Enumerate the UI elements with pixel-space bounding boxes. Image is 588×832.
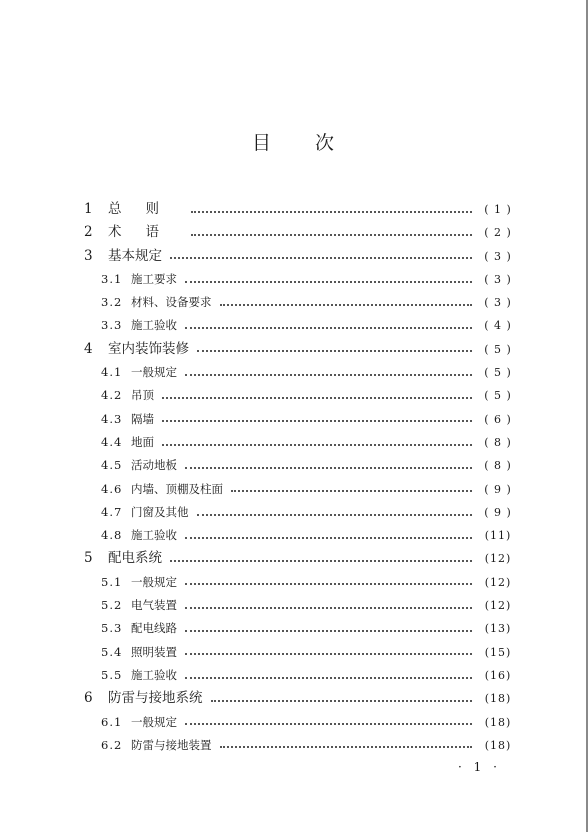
- toc-entry-title: 施工验收: [131, 528, 177, 543]
- toc-entry-page: ( 8 ): [484, 459, 512, 473]
- toc-section-row[interactable]: [84, 454, 516, 477]
- toc-entry-page: ( 5 ): [484, 366, 512, 380]
- toc-dot-leader: [231, 489, 472, 492]
- toc-entry-number: 5.4: [101, 644, 123, 659]
- toc-dot-leader: [185, 373, 472, 376]
- toc-entry-page: (18): [484, 692, 512, 706]
- toc-section-row[interactable]: [84, 361, 516, 384]
- toc-entry-title: 施工验收: [131, 667, 177, 682]
- toc-entry-title: 材料、设备要求: [131, 295, 212, 310]
- toc-entry-page: (13): [484, 622, 512, 636]
- toc-entry-number: 4.6: [101, 481, 123, 496]
- toc-dot-leader: [162, 443, 472, 446]
- toc-dot-leader: [185, 280, 472, 283]
- toc-entry-title: 防雷与接地系统: [108, 690, 203, 707]
- toc-dot-leader: [162, 396, 472, 399]
- toc-section-row[interactable]: [84, 431, 516, 454]
- toc-dot-leader: [185, 652, 472, 655]
- toc-entry-title: 照明装置: [131, 644, 177, 659]
- toc-entry-title: 门窗及其他: [131, 504, 189, 519]
- toc-entry-page: ( 6 ): [484, 412, 512, 426]
- toc-entry-page: ( 3 ): [484, 249, 512, 263]
- toc-entry-title: 室内装饰装修: [108, 340, 189, 357]
- toc-entry-number: 2: [84, 224, 93, 241]
- toc-entry-title: 一般规定: [131, 365, 177, 380]
- toc-entry-title: 施工验收: [131, 318, 177, 333]
- toc-entry-number: 3.1: [101, 271, 123, 286]
- toc-section-row[interactable]: [84, 501, 516, 524]
- toc-entry-title: 防雷与接地装置: [131, 737, 212, 752]
- toc-section-row[interactable]: [84, 617, 516, 640]
- toc-entry-number: 5.3: [101, 621, 123, 636]
- toc-entry-number: 5.2: [101, 598, 123, 613]
- toc-dot-leader: [211, 699, 473, 702]
- toc-entry-number: 3: [84, 247, 93, 264]
- toc-dot-leader: [185, 466, 472, 469]
- toc-dot-leader: [185, 606, 472, 609]
- toc-entry-page: ( 3 ): [484, 272, 512, 286]
- toc-entry-number: 6.2: [101, 737, 123, 752]
- toc-dot-leader: [220, 745, 473, 748]
- table-of-contents: [84, 198, 516, 757]
- toc-entry-number: 4: [84, 340, 93, 357]
- toc-dot-leader: [220, 303, 473, 306]
- toc-section-row[interactable]: [84, 524, 516, 547]
- toc-dot-leader: [170, 256, 472, 259]
- toc-entry-title: 施工要求: [131, 271, 177, 286]
- toc-entry-number: 5: [84, 550, 93, 567]
- toc-entry-number: 4.1: [101, 365, 123, 380]
- toc-entry-title: 吊顶: [131, 388, 154, 403]
- toc-entry-number: 4.2: [101, 388, 123, 403]
- toc-dot-leader: [162, 419, 472, 422]
- toc-entry-title: 配电线路: [131, 621, 177, 636]
- toc-section-row[interactable]: [84, 384, 516, 407]
- toc-dot-leader: [197, 513, 473, 516]
- toc-chapter-row[interactable]: [84, 198, 516, 221]
- toc-dot-leader: [185, 676, 472, 679]
- toc-entry-page: ( 1 ): [484, 203, 512, 216]
- toc-entry-page: ( 4 ): [484, 319, 512, 333]
- toc-dot-leader: [170, 559, 472, 562]
- toc-entry-number: 4.7: [101, 504, 123, 519]
- toc-entry-page: (18): [484, 738, 512, 752]
- toc-entry-number: 4.4: [101, 434, 123, 449]
- toc-entry-title: 内墙、顶棚及柱面: [131, 481, 223, 496]
- toc-entry-title: 一般规定: [131, 574, 177, 589]
- toc-entry-number: 5.1: [101, 574, 123, 589]
- toc-section-row[interactable]: [84, 594, 516, 617]
- toc-chapter-row[interactable]: [84, 245, 516, 268]
- toc-entry-number: 5.5: [101, 667, 123, 682]
- toc-section-row[interactable]: [84, 711, 516, 734]
- toc-entry-page: (12): [484, 599, 512, 613]
- page-title: 目次: [251, 132, 378, 154]
- toc-entry-number: 6.1: [101, 714, 123, 729]
- toc-chapter-row[interactable]: [84, 547, 516, 570]
- page-number: · 1 ·: [458, 760, 501, 774]
- toc-dot-leader: [185, 326, 472, 329]
- toc-entry-number: 4.3: [101, 411, 123, 426]
- toc-entry-page: ( 8 ): [484, 435, 512, 449]
- toc-entry-page: (11): [484, 529, 512, 543]
- toc-entry-page: ( 2 ): [484, 226, 512, 240]
- toc-entry-number: 1: [84, 201, 93, 217]
- toc-chapter-row[interactable]: [84, 221, 516, 244]
- toc-dot-leader: [191, 233, 472, 236]
- toc-entry-page: (12): [484, 575, 512, 589]
- toc-entry-page: ( 9 ): [484, 505, 512, 519]
- toc-entry-page: ( 3 ): [484, 296, 512, 310]
- toc-entry-title: 术语: [108, 224, 183, 241]
- toc-entry-title: 电气装置: [131, 598, 177, 613]
- toc-section-row[interactable]: [84, 478, 516, 501]
- toc-section-row[interactable]: [84, 291, 516, 314]
- toc-entry-page: ( 5 ): [484, 389, 512, 403]
- toc-dot-leader: [197, 349, 472, 352]
- toc-chapter-row[interactable]: [84, 338, 516, 361]
- toc-entry-title: 一般规定: [131, 714, 177, 729]
- toc-dot-leader: [185, 536, 472, 539]
- toc-entry-number: 4.8: [101, 528, 123, 543]
- toc-dot-leader: [185, 582, 472, 585]
- toc-entry-title: 基本规定: [108, 247, 162, 264]
- toc-entry-page: (15): [484, 645, 512, 659]
- toc-section-row[interactable]: [84, 571, 516, 594]
- toc-entry-page: (18): [484, 715, 512, 729]
- toc-chapter-row[interactable]: [84, 687, 516, 710]
- toc-section-row[interactable]: [84, 641, 516, 664]
- toc-section-row[interactable]: [84, 408, 516, 431]
- toc-entry-title: 总则: [108, 201, 183, 217]
- toc-entry-number: 6: [84, 690, 93, 707]
- toc-section-row[interactable]: [84, 734, 516, 757]
- toc-section-row[interactable]: [84, 268, 516, 291]
- toc-entry-title: 隔墙: [131, 411, 154, 426]
- toc-entry-number: 3.2: [101, 295, 123, 310]
- toc-section-row[interactable]: [84, 664, 516, 687]
- toc-entry-number: 4.5: [101, 458, 123, 473]
- toc-dot-leader: [185, 629, 472, 632]
- toc-dot-leader: [185, 722, 472, 725]
- toc-entry-page: (12): [484, 552, 512, 566]
- toc-entry-title: 地面: [131, 434, 154, 449]
- toc-entry-number: 3.3: [101, 318, 123, 333]
- toc-entry-title: 活动地板: [131, 458, 177, 473]
- toc-section-row[interactable]: [84, 314, 516, 337]
- toc-entry-title: 配电系统: [108, 550, 162, 567]
- toc-entry-page: ( 9 ): [484, 482, 512, 496]
- toc-entry-page: (16): [484, 668, 512, 682]
- toc-entry-page: ( 5 ): [484, 342, 512, 356]
- toc-dot-leader: [191, 210, 472, 213]
